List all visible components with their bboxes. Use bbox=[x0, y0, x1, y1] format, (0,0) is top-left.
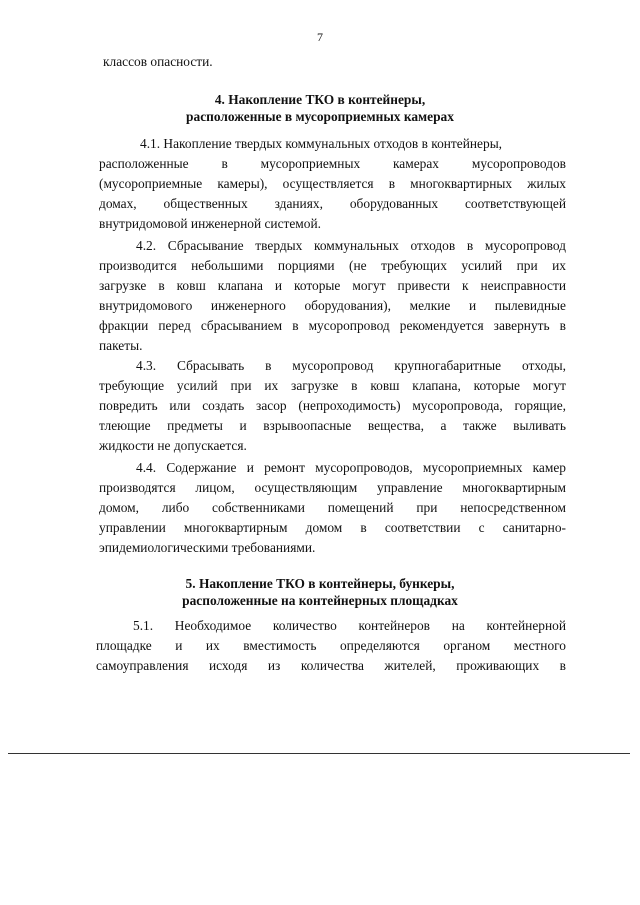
section4-title-line1: 4. Накопление ТКО в контейнеры, bbox=[214, 92, 426, 107]
para-4-3-line: 4.3. Сбрасывать в мусоропровод крупногабаритные отходы, bbox=[136, 358, 566, 373]
para-4-1-line: (мусороприемные камеры), осуществляется в многоквартирных жилых bbox=[99, 176, 566, 191]
para-4-3-line: повредить или создать засор (непроходимость) мусоропровода, горящие, bbox=[99, 398, 566, 413]
para-4-3-line: требующие усилий при их загрузке в ковш клапана, которые могут bbox=[99, 378, 566, 393]
para-4-4-line: домом, либо собственниками помещений при непосредственном bbox=[99, 500, 566, 515]
footer-divider bbox=[8, 753, 630, 754]
para-5-1-line: самоуправления исходя из количества жителей, проживающих в bbox=[96, 658, 566, 673]
para-4-4-line: управлении многоквартирным домом в соответствии с санитарно- bbox=[99, 520, 566, 535]
para-4-1-line: внутридомовой инженерной системой. bbox=[99, 216, 321, 231]
para-4-2-line: пакеты. bbox=[99, 338, 143, 353]
para-4-2-line: внутридомового инженерного оборудования), мелкие и пылевидные bbox=[99, 298, 566, 313]
para-4-1-line: расположенные в мусороприемных камерах мусоропроводов bbox=[99, 156, 566, 171]
para-4-4-line: 4.4. Содержание и ремонт мусоропроводов, мусороприемных камер bbox=[136, 460, 566, 475]
section5-title-line2: расположенные на контейнерных площадках bbox=[182, 593, 458, 608]
para-5-1-line: площадке и их вместимость определяются органом местного bbox=[96, 638, 566, 653]
para-4-2-line: производится небольшими порциями (не требующих усилий при их bbox=[99, 258, 566, 273]
para-4-4-line: производятся лицом, осуществляющим управление многоквартирным bbox=[99, 480, 566, 495]
para-4-2-line: 4.2. Сбрасывание твердых коммунальных отходов в мусоропровод bbox=[136, 238, 566, 253]
para-4-2-line: загрузке в ковш клапана и которые могут привести к неисправности bbox=[99, 278, 566, 293]
section5-title-line1: 5. Накопление ТКО в контейнеры, бункеры, bbox=[185, 576, 455, 591]
page-number: 7 bbox=[317, 30, 323, 44]
section4-title-line2: расположенные в мусороприемных камерах bbox=[186, 109, 454, 124]
para-4-1-line: 4.1. Накопление твердых коммунальных отходов в контейнеры, bbox=[140, 136, 503, 151]
para-4-3-line: тлеющие предметы и взрывоопасные вещества, а также выливать bbox=[99, 418, 566, 433]
para-4-4-line: эпидемиологическими требованиями. bbox=[99, 540, 316, 555]
para-4-2-line: фракции перед сбрасыванием в мусоропровод рекомендуется завернуть в bbox=[99, 318, 566, 333]
para-4-1-line: домах, общественных зданиях, оборудованных соответствующей bbox=[99, 196, 566, 211]
intro-fragment: классов опасности. bbox=[103, 54, 213, 69]
para-4-3-line: жидкости не допускается. bbox=[99, 438, 247, 453]
para-5-1-line: 5.1. Необходимое количество контейнеров на контейнерной bbox=[133, 618, 566, 633]
